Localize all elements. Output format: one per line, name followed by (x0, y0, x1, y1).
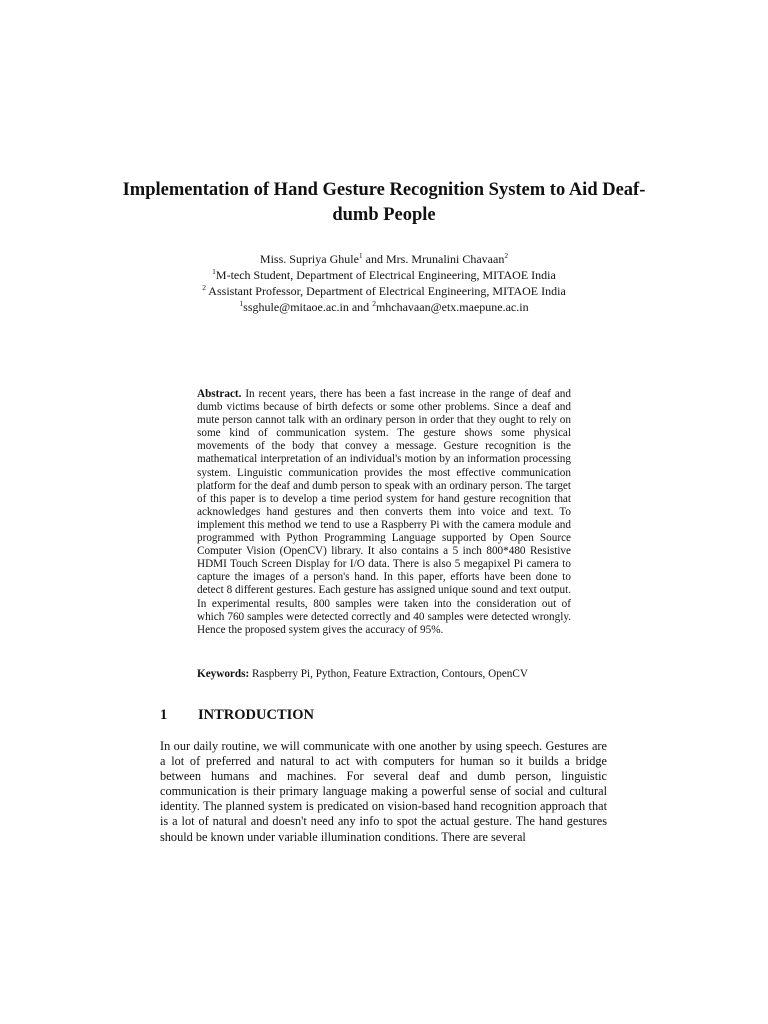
author-conjunction: and (362, 252, 386, 266)
section-title: INTRODUCTION (198, 707, 315, 723)
email-address: ssghule@mitaoe.ac.in (243, 300, 349, 314)
affiliation-superscript: 1 (212, 267, 216, 276)
affiliation-line (120, 283, 648, 299)
email-line (120, 299, 648, 315)
introduction-paragraph: In our daily routine, we will communicate with one another by using speech. Gestures are a lot of preferred and natural to act with computers for human so it builds a bridge between humans and machines. For several deaf and dumb person, linguistic communication is their primary language making a powerful sense of social and cultural identity. The planned system is predicated on vision-based hand recognition approach that is a lot of natural and doesn't need any info to spot the actual gesture. The hand gestures should be known under variable illumination conditions. There are several (160, 739, 607, 844)
email-superscript: 1 (239, 299, 244, 308)
affiliation-superscript: 2 (202, 283, 206, 292)
author-name: Mrs. Mrunalini Chavaan (386, 252, 505, 266)
section-heading (160, 706, 610, 724)
author-superscript: 1 (358, 251, 363, 260)
paper-title: Implementation of Hand Gesture Recognition System to Aid Deaf-dumb People (122, 180, 646, 225)
abstract-label: Abstract. (197, 388, 242, 400)
section-number: 1 (160, 707, 168, 723)
author-name: Miss. Supriya Ghule (259, 252, 359, 266)
author-superscript: 2 (504, 251, 509, 260)
email-address: mhchavaan@etx.maepune.ac.in (375, 300, 529, 314)
keywords (197, 667, 571, 681)
email-conjunction: and (348, 300, 373, 314)
keywords-label: Keywords: (197, 668, 250, 680)
keywords-text: Raspberry Pi, Python, Feature Extraction, Contours, OpenCV (249, 668, 528, 680)
abstract-text: In recent years, there has been a fast increase in the range of deaf and dumb victims because of birth defects or some other problems. Since a deaf and mute person cannot talk with an ordinary person in order that they ought to rely on some kind of communication system. The gesture shows some physical movements of the body that convey a message. Gesture recognition is the mathematical interpretation of an individual's motion by an information processing system. Linguistic communication provides the most effective communication platform for the deaf and dumb person to speak with an ordinary person. The target of this paper is to develop a time period system for hand gesture recognition that acknowledges hand gestures and then converts them into voice and text. To implement this method we tend to use a Raspberry Pi with the camera module and programmed with Python Programming Language supported by Open Source Computer Vision (OpenCV) library. It also contains a 5 inch 800*480 Resistive HDMI Touch Screen Display for I/O data. There is also 5 megapixel Pi camera to capture the images of a person's hand. In this paper, efforts have been done to detect 8 different gestures. Each gesture has assigned unique sound and text output. In experimental results, 800 samples were taken into the consideration out of which 760 samples were detected correctly and 40 samples were detected wrongly. Hence the proposed system gives the accuracy of 95%. (197, 388, 571, 636)
authors-block (120, 251, 648, 315)
affiliation-text: Assistant Professor, Department of Electrical Engineering, MITAOE India (205, 284, 566, 298)
email-superscript: 2 (372, 299, 376, 308)
author-line (120, 251, 648, 267)
abstract (197, 388, 571, 637)
affiliation-line (120, 267, 648, 283)
affiliation-text: M-tech Student, Department of Electrical Engineering, MITAOE India (215, 268, 556, 282)
